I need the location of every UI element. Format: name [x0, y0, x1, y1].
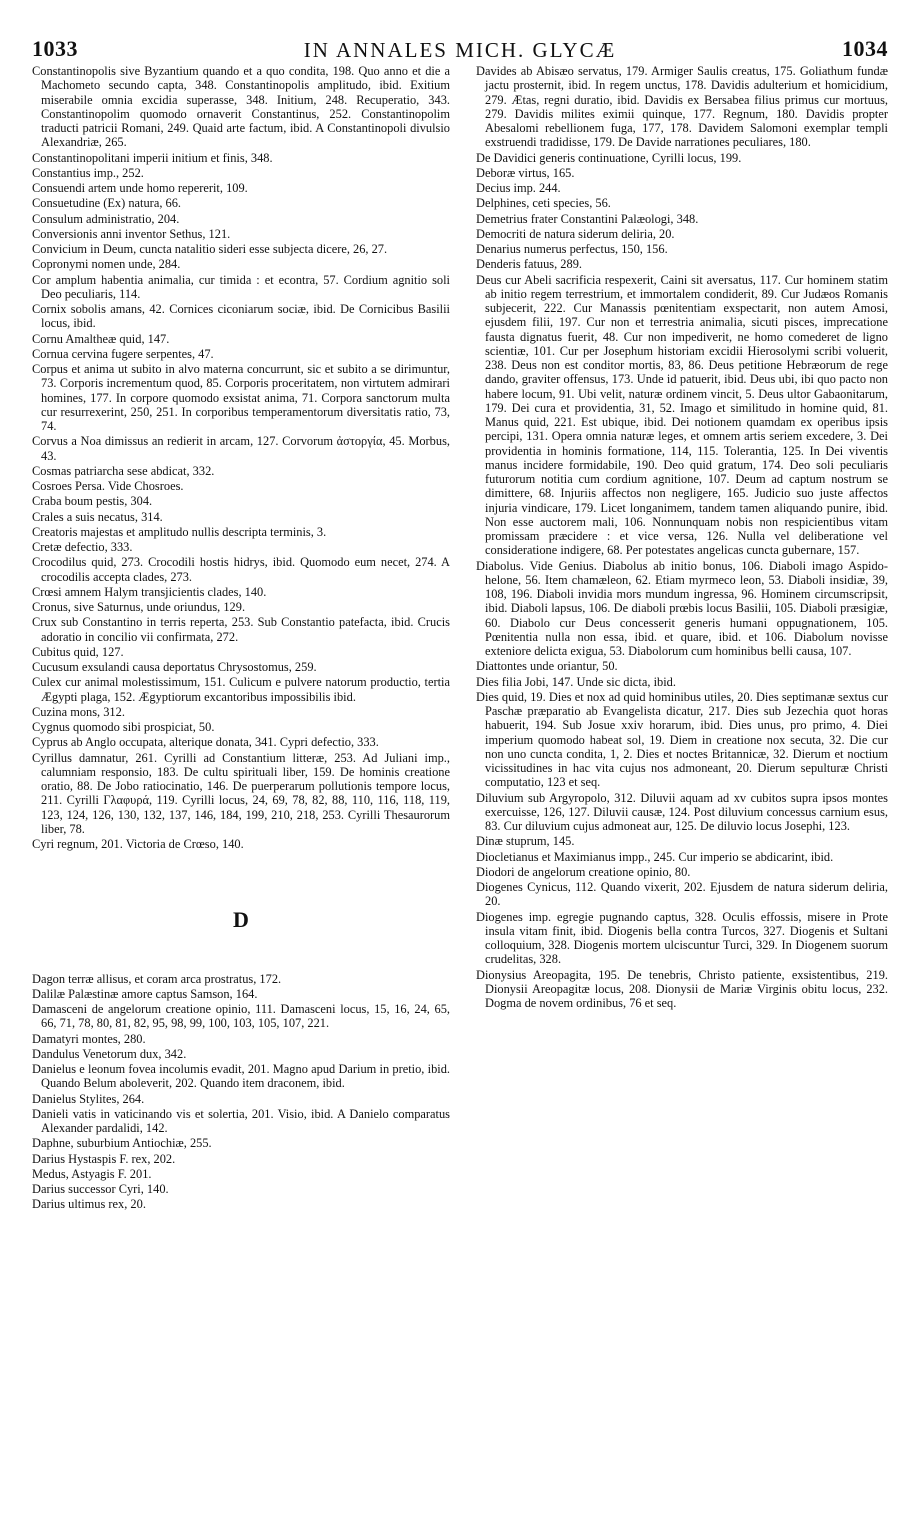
- index-entry: Dionysius Areopagita, 195. De tenebris, Christo patiente, exsistentibus, 219. Dionysii Areopagitæ locus, 208. Dionysii de Mariæ Virginis obitu locus, 232. Dogma de novem ordinibus, 76 et seq.: [476, 967, 888, 1010]
- index-entry: Darius successor Cyri, 140.: [32, 1182, 169, 1196]
- index-entry: Denderis fatuus, 289.: [476, 257, 582, 272]
- left-column: [32, 64, 450, 1213]
- index-entry: Copronymi nomen unde, 284.: [32, 257, 181, 272]
- index-entry: Dandulus Venetorum dux, 342.: [32, 1046, 187, 1061]
- index-entry: Demetrius frater Constantini Palæologi, 348.: [476, 211, 699, 226]
- index-entry: Dinæ stuprum, 145.: [476, 834, 575, 849]
- index-entry: De Davidici generis continuatione, Cyrilli locus, 199.: [476, 150, 742, 165]
- index-entry: Consuendi artem unde homo repererit, 109.: [32, 181, 248, 195]
- index-entry: Craba boum pestis, 304.: [32, 494, 153, 509]
- index-entry: Constantinopolitani imperii initium et finis, 348.: [32, 150, 273, 165]
- index-entry: Crales a suis necatus, 314.: [32, 509, 163, 524]
- index-entry: Cretæ defectio, 333.: [32, 540, 133, 554]
- index-entry: Cornu Amaltheæ quid, 147.: [32, 331, 170, 346]
- index-entry: Convicium in Deum, cuncta natalitio sideri esse subjecta dicere, 26, 27.: [32, 242, 388, 256]
- index-entry: Denarius numerus perfectus, 150, 156.: [476, 242, 668, 256]
- index-entry: Dagon terræ allisus, et coram arca prostratus, 172.: [32, 971, 282, 986]
- index-entry: Darius Hystaspis F. rex, 202.: [32, 1151, 176, 1166]
- index-entry: Culex cur animal molestissimum, 151. Culicum e pulvere natorum productio, tertia Ægypti plaga, 152. Ægyptiorum excantoribus impossibilis ibid.: [32, 675, 450, 704]
- index-entry: Crocodilus quid, 273. Crocodili hostis hidrys, ibid. Quomodo eum necet, 274. A crocodilis accepta clades, 273.: [32, 555, 450, 584]
- index-entry: Cosmas patriarcha sese abdicat, 332.: [32, 463, 215, 478]
- page-number-right: 1034: [842, 36, 888, 61]
- index-entry: Cyrillus damnatur, 261. Cyrilli ad Constantium litteræ, 253. Ad Juliani imp., calumniam responsio, 183. De cultu spirituali liber, 159. De hominis creatione oratio, 88. De Jobo ratiocinatio, 146. De puerperarum pollutionis tempore locus, 211. Cyrilli Γλαφυρά, 119. Cyrilli locus, 24, 69, 78, 82, 88, 110, 116, 118, 119, 123, 124, 126, 130, 132, 137, 146, 184, 199, 210, 218, 253. Cyrilli Thesaurorum liber, 78.: [32, 750, 450, 836]
- index-entry: Cornix sobolis amans, 42. Cornices ciconiarum sociæ, ibid. De Cornicibus Basilii locus, ibid.: [32, 302, 450, 331]
- index-entry: Cornua cervina fugere serpentes, 47.: [32, 346, 214, 361]
- index-entry: Cyri regnum, 201. Victoria de Crœso, 140.: [32, 837, 244, 851]
- index-entry: Diluvium sub Argyropolo, 312. Diluvii aquam ad xv cubitos supra ipsos montes exercuisse, 126, 127. Diluvii causæ, 124. Post diluvium concessus carnium esus, 83. Cur diluvium cujus admoneat aur, 125. De diluvio locus Josephi, 123.: [476, 790, 888, 833]
- index-entry: Damatyri montes, 280.: [32, 1031, 146, 1046]
- index-entry: Delphines, ceti species, 56.: [476, 196, 611, 211]
- index-entry: Cuzina mons, 312.: [32, 704, 125, 719]
- left-entries-c: [32, 64, 450, 851]
- index-entry: Darius ultimus rex, 20.: [32, 1197, 146, 1212]
- index-entry: Cyprus ab Anglo occupata, alterique donata, 341. Cypri defectio, 333.: [32, 735, 379, 750]
- index-entry: Deus cur Abeli sacrificia respexerit, Caini sit aversatus, 117. Cur hominem statim ab initio regem terrestrium, et immortalem condiderit, 89. Cur Judæos Romanis subjecerit, 222. Cur Manassis pœnitentiam exspectarit, non autem Amosi, ejusdem filii, 197. Cur non et terrestria animalia, sicuti pisces, imprecatione fausta dignatus fuerit, 48. Cur non impediverit, ne homo comederet de ligno scientiæ, 101. Cur per Josephum historiam excidii Hierosolymi scribi voluerit, 238. Deus non est conditor mortis, 83, 86. Deus petitione Hebræorum de rege dando, graviter offensus, 173. Unde id patuerit, ibid. Deus ubi, ibi quo pacto non habere locum, 91. Ubi velit, naturæ ordinem vincit, 5. Deus ultor Gabaonitarum, 179. Dei cura et providentia, 31, 52. Imago et similitudo in homine quid, 81. Manus quid, 221. Est ubique, ibid. Dei notionem quamdam ex operibus ipsis percipi, 131. Opera omnia naturæ leges, et omnem artis seriem excedere, 3. Dei providentia in hominis formatione, 114, 115. Tolerantia, 125. In Dei viventis manus incidere formidabile, 190. Deo quid gratum, 174. Deo soli peculiaris futurorum notitia cum cordium agnitione, 107. Deum ad captum nostrum se dimittere, 68. Injuriis affectos non negligere, 165. Judicio suo juste affectos injuria vindicare, 179. Licet longanimem, tandem tamen aliquando punire, ibid. Non esse auctorem mali, 106. Nonnunquam nobis non respicientibus vitam promissam præcidere : et vice versa, 126. Nulla vel deliberatione vel consideratione indigere, 68. Per potestates angelicas cuncta gubernare, 157.: [476, 272, 888, 558]
- index-entry: Creatoris majestas et amplitudo nullis descripta terminis, 3.: [32, 524, 327, 539]
- index-entry: Cucusum exsulandi causa deportatus Chrysostomus, 259.: [32, 660, 317, 674]
- running-title: IN ANNALES MICH. GLYCÆ: [303, 38, 617, 62]
- index-entry: Consulum administratio, 204.: [32, 211, 180, 226]
- index-columns: [32, 64, 888, 1213]
- index-entry: Constantius imp., 252.: [32, 165, 144, 180]
- index-entry: Diattontes unde oriantur, 50.: [476, 659, 618, 674]
- page-header: [32, 30, 888, 64]
- index-entry: Constantinopolis sive Byzantium quando et a quo condita, 198. Quo anno et die a Machometo secundo capta, 348. Constantinopolis amplitudo, ibid. Exitium miserabile omnia excidia superasse, 348. Initium, 248. Recuperatio, 343. Constantinopolim quomodo ornaverit Constantinus, 252. Constantinopolim traducti patricii Romani, 249. Quaid arte factum, ibid. A Constantinopoli divulsio Alexandriæ, 265.: [32, 64, 450, 150]
- index-entry: Daphne, suburbium Antiochiæ, 255.: [32, 1136, 212, 1151]
- index-entry: Cronus, sive Saturnus, unde oriundus, 129.: [32, 600, 246, 614]
- index-entry: Cosroes Persa. Vide Chosroes.: [32, 479, 184, 493]
- index-entry: Medus, Astyagis F. 201.: [32, 1166, 152, 1181]
- index-entry: Diogenes Cynicus, 112. Quando vixerit, 202. Ejusdem de natura siderum deliria, 20.: [476, 880, 888, 909]
- index-entry: Consuetudine (Ex) natura, 66.: [32, 196, 181, 211]
- index-entry: Dies quid, 19. Dies et nox ad quid hominibus utiles, 20. Dies septimanæ sextus cur Paschæ præparatio ab Evangelista dicatur, 217. Dies sub Jezechia quot horas habuerit, 194. Sub Josue xxiv horarum, ibid. Dies unus, pro primo, 4. Diei imperium quomodo habeat sol, 19. Diem in creatione nox secuta, 32. Die cur non uno cuncta condita, 1, 2. Dies et noctes Britannicæ, 32. Dierum et noctium vicissitudines in hac vita cujus nos admoneant, 20. Dierum sepulturæ Christi computatio, 123 et seq.: [476, 689, 888, 790]
- index-entry: Cubitus quid, 127.: [32, 644, 124, 659]
- section-letter: D: [233, 907, 249, 933]
- index-entry: Danielus e leonum foveа incolumis evadit, 201. Magno apud Darium in pretio, ibid. Quando Belum aboleverit, 202. Quando item draconem, ibid.: [32, 1062, 450, 1091]
- index-entry: Diogenes imp. egregie pugnando captus, 328. Oculis effossis, misere in Prote insula vitam finit, ibid. Diogenis bella contra Turcos, 327. Diogenis et Sultani colloquium, 328. Diogenis mortem ulciscuntur Turci, 329. In Diogenem suorum crudelitas, 328.: [476, 909, 888, 967]
- right-entries: [476, 64, 888, 1010]
- index-entry: Corvus a Noa dimissus an redierit in arcam, 127. Corvorum ἀστοργία, 45. Morbus, 43.: [32, 434, 450, 463]
- left-entries-d: [32, 972, 450, 1212]
- index-entry: Davides ab Abisæo servatus, 179. Armiger Saulis creatus, 175. Goliathum fundæ jactu prosternit, ibid. In regem unctus, 178. Davidis adulterium et homicidium, 279. Ætas, regni duratio, ibid. Davidis ex Bersabea filius primus cur mortuus, 279. Davidis milites eximii quinque, 177. Regnum, 180. Davidis propter Abesalomi rebellionem fuga, 177, 178. Davidem Salomoni exemplar templi exstruendi tradidisse, 179. De Davide narrationes peculiares, 180.: [476, 64, 888, 150]
- index-entry: Dies filia Jobi, 147. Unde sic dicta, ibid.: [476, 674, 676, 689]
- index-entry: Conversionis anni inventor Sethus, 121.: [32, 226, 231, 241]
- index-entry: Decius imp. 244.: [476, 181, 561, 195]
- index-entry: Danieli vatis in vaticinando vis et solertia, 201. Visio, ibid. A Danielo comparatus Alexander pardalidi, 142.: [32, 1106, 450, 1135]
- right-column: [476, 64, 888, 1213]
- index-entry: Cygnus quomodo sibi prospiciat, 50.: [32, 720, 215, 734]
- index-entry: Damasceni de angelorum creatione opinio, 111. Damasceni locus, 15, 16, 24, 65, 66, 71, 78, 80, 81, 82, 95, 98, 99, 100, 103, 105, 107, 221.: [32, 1002, 450, 1031]
- index-entry: Dalilæ Palæstinæ amore captus Samson, 164.: [32, 986, 258, 1001]
- index-entry: Deboræ virtus, 165.: [476, 165, 575, 180]
- index-entry: Corpus et anima ut subito in alvo materna concurrunt, sic et subito a se dirimuntur, 73. Corporis incrementum quod, 85. Corporis proceritatem, non virtutem admirari homines, 177. In corpore quomodo exsistat anima, 71. Corpora sanctorum multa cur resurrexerint, 250, 251. In corporibus temperamentorum diversitatis ratio, 73, 74.: [32, 362, 450, 433]
- index-entry: Diodori de angelorum creatione opinio, 80.: [476, 864, 691, 879]
- index-entry: Cor amplum habentia animalia, cur timida : et econtra, 57. Cordium agnitio soli Deo peculiaris, 114.: [32, 272, 450, 301]
- index-entry: Diabolus. Vide Genius. Diabolus ab initio bonus, 106. Diaboli imago Aspido-helone, 56. Item chamæleon, 62. Etiam myrmeco leon, 53. Diaboli insidiæ, 39, 108, 196. Diaboli invidia mors mundum ingressa, 96. Hominem circumscripsit, ibid. Diaboli lapsus, 106. De diaboli prœbis locus Basilii, 105. Diaboli præsigiæ, 60. Diabolo cur Deus concesserit generis humani oppugnationem, 105. Pœnitentia nulla non essa, ibid. et quare, ibid. et 106. Diabolum novisse exteniore delicta exigua, 53. Diabolorum cum hominibus belli causa, 107.: [476, 558, 888, 658]
- index-entry: Democriti de natura siderum deliria, 20.: [476, 226, 675, 241]
- index-entry: Diocletianus et Maximianus impp., 245. Cur imperio se abdicarint, ibid.: [476, 849, 834, 864]
- index-entry: Crœsi amnem Halym transjicientis clades, 140.: [32, 584, 267, 599]
- index-entry: Crux sub Constantino in terris reperta, 253. Sub Constantio patefacta, ibid. Crucis adoratio in concilio vii confirmata, 272.: [32, 615, 450, 644]
- page-number-left: 1033: [32, 36, 78, 61]
- index-entry: Danielus Stylites, 264.: [32, 1091, 145, 1106]
